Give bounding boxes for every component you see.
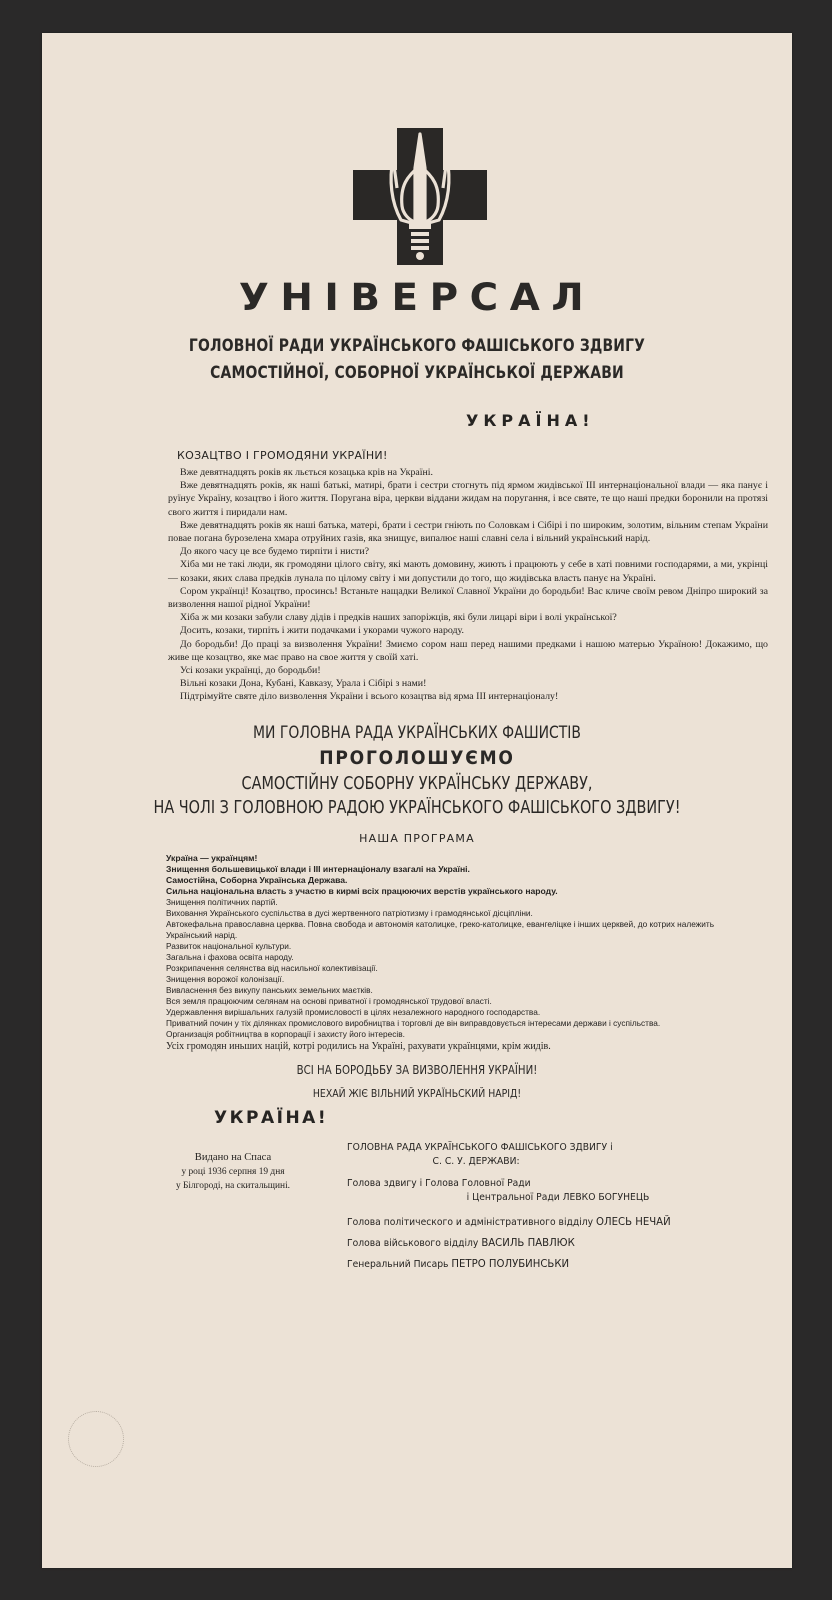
program-item: Сильна національна власть з участю в кирмі всіх працюючих верстів українського народу. — [166, 886, 558, 896]
signature-1 — [347, 1191, 733, 1205]
paragraph: Усі козаки українці, до бородьби! — [180, 665, 321, 677]
ukraine-closing: УКРАЇНА! — [214, 1108, 329, 1128]
council-signatures — [347, 1141, 767, 1272]
paragraph: Хіба ми не такі люди, як громодяни цілого світу, які мають домовину, жиють і працюють у себе в хаті повними господарями, а ми, укрінці — козаки, яких слава предків лунала по цілому світу і ми допустили до того, що жидівська власть панує на Україні. — [168, 559, 768, 584]
issued-block — [162, 1151, 304, 1193]
call-long-live: НЕХАЙ ЖІЄ ВІЛЬНИЙ УКРАЇНЬСКИЙ НАРІД! — [312, 1087, 522, 1100]
program-item: Организація робітництва в корпорації і захисту його інтересів. — [166, 1029, 405, 1039]
issued-line-1: Видано на Спаса — [194, 1152, 272, 1163]
program-item: Знищення ворожої колонізації. — [166, 974, 285, 984]
program-item: Вивласнення без викупу панських земельних маєтків. — [166, 985, 373, 995]
program-item: Удержавлення вирішальних галузій промисловості в цілях незалежного народного господарства. — [166, 1007, 541, 1017]
role-text: Голова військового відділу — [347, 1238, 479, 1249]
paragraph: Вже девятнадцять років як льється козацька крів на Україні. — [180, 467, 434, 478]
signatory-name: ВАСИЛЬ ПАВЛЮК — [481, 1236, 575, 1249]
signatory-name: ЛЕВКО БОГУНЕЦЬ — [562, 1192, 650, 1203]
address-line: КОЗАЦТВО І ГРОМОДЯНИ УКРАЇНИ! — [177, 449, 388, 462]
program-item: Развиток національної культури. — [166, 941, 292, 951]
program-item: Автокефальна православна церква. Повна свобода и автономія католицке, греко-католицке, евангеліцке і інших церквей, до котрих належить Український нарід. — [166, 919, 715, 940]
paragraph: Вже девятнадцять років, як наші батькі, матирі, брати і сестри стогнуть під ярмом жидівської ІІІ интернаціональної влади — яка панує і руїнує Україну, козацтво і його життя. Поругана віра, церкви віддани жидам на поругання, і все святе, те що наші предки боронили на протязі свого життя і пиридали нам. — [168, 480, 768, 518]
program-item: Україна — українцям! — [166, 853, 258, 863]
paragraph: Вже девятнадцять років як наші батька, матері, брати і сестри гніють по Соловкам і Сібірі і по широким, золотим, вільним степам України повае погана бурозелена хмара отруйних газів, яка знищує, випалює наші славні села і вільний український нарід. — [168, 519, 768, 545]
program-item: Виховання Українського суспільства в дусі жертвенного патріотизму і грамодянської дісціпліни. — [166, 908, 533, 918]
issued-line-3: у Білгороді, на скитальщині. — [175, 1181, 291, 1191]
program-item: Знищення політичних партій. — [166, 897, 278, 907]
council-heading-2: С. С. У. ДЕРЖАВИ: — [432, 1156, 520, 1167]
program-list — [166, 853, 754, 1052]
program-item: Загальна і фахова освіта народу. — [166, 952, 294, 962]
subtitle-line-2: САМОСТІЙНОЇ, СОБОРНОЇ УКРАЇНСЬКОЇ ДЕРЖАВИ — [210, 363, 624, 383]
faded-library-stamp — [68, 1411, 124, 1467]
document-title: УНІВЕРСАЛ — [238, 276, 596, 319]
paragraph: Вільні козаки Дона, Кубані, Кавказу, Урала і Сібірі з нами! — [180, 678, 427, 690]
signatory-name: ОЛЕСЬ НЕЧАЙ — [596, 1215, 671, 1228]
role-text: Генеральний Писарь — [347, 1259, 449, 1270]
role-text: Голова здвигу і Голова Головної Ради — [347, 1178, 531, 1189]
signature-1-role-a — [347, 1177, 733, 1191]
signature-3 — [347, 1236, 733, 1251]
program-item: Усіх громодян иньших націй, котрі родились на Україні, рахувати українцями, крім жидів. — [166, 1041, 551, 1052]
appeal-body — [168, 466, 768, 704]
paragraph: Хіба ж ми козаки забули славу дідів і предків наших запоріжців, які були лицарі віри і волі української? — [180, 612, 617, 624]
council-heading-1: ГОЛОВНА РАДА УКРАЇНСЬКОГО ФАШІСЬКОГО ЗДВИГУ і — [347, 1142, 613, 1153]
proclamation-line-2: ПРОГОЛОШУЄМО — [319, 747, 515, 769]
issued-line-2: у році 1936 серпня 19 дня — [181, 1167, 285, 1177]
poster-sheet — [42, 33, 792, 1568]
subtitle-line-1: ГОЛОВНОЇ РАДИ УКРАЇНСЬКОГО ФАШІСЬКОГО ЗДВИГУ — [188, 336, 646, 356]
proclamation-line-3: САМОСТІЙНУ СОБОРНУ УКРАЇНСЬКУ ДЕРЖАВУ, — [241, 773, 593, 794]
role-text: і Центральної Ради — [466, 1192, 560, 1203]
paragraph: Досить, козаки, тирпіть і жити подачками і укорами чужого народу. — [180, 625, 464, 637]
signatory-name: ПЕТРО ПОЛУБИНСЬКИ — [451, 1257, 570, 1270]
paragraph: До бородьби! До праці за визволення України! Змиємо сором наш перед нашими предками і нашою матерью Україною! Докажимо, що живе ще козацтво, яке має право на свое життя у своїй хаті. — [168, 638, 768, 663]
paragraph: До якого часу це все будемо тирпіти і нисти? — [180, 546, 370, 558]
program-item: Розкрипачення селянства від насильної колективізації. — [166, 963, 378, 973]
program-item: Знищення большевицької влади і ІІІ интернаціоналу взагалі на Україні. — [166, 864, 470, 874]
proclamation-line-4: НА ЧОЛІ З ГОЛОВНОЮ РАДОЮ УКРАЇНСЬКОГО ФАШІСЬКОГО ЗДВИГУ! — [153, 797, 681, 818]
program-item: Самостійна, Соборна Українська Держава. — [166, 875, 348, 885]
program-item: Приватний почин у тіх ділянках промислового виробництва і торговлі де він виправдовується інтересами держави і суспільства. — [166, 1018, 661, 1028]
trident-cross-emblem — [353, 128, 487, 265]
role-text: Голова політического и адміністративного відділу — [347, 1217, 594, 1228]
proclamation-line-1: МИ ГОЛОВНА РАДА УКРАЇНСЬКИХ ФАШИСТІВ — [253, 723, 581, 743]
signature-2 — [347, 1215, 733, 1230]
paragraph: Підтрімуйте святе діло визволення України і всього козацтва від ярма ІІІ интернаціоналу! — [180, 691, 559, 703]
program-heading: НАША ПРОГРАМА — [359, 832, 475, 845]
paragraph: Сором українці! Козацтво, просинсь! Встаньте нащадки Великої Славної України до бородьби! Вас кличе своїм ревом Дніпро широкий за визволення нашої рідної України! — [168, 585, 768, 611]
call-to-struggle: ВСІ НА БОРОДЬБУ ЗА ВИЗВОЛЕННЯ УКРАЇНИ! — [296, 1063, 538, 1077]
ukraine-heading: УКРАЇНА! — [466, 411, 595, 430]
program-item: Вся земля працюючим селянам на основі приватної і громодянської трудової власті. — [166, 996, 492, 1006]
signature-4 — [347, 1257, 733, 1272]
